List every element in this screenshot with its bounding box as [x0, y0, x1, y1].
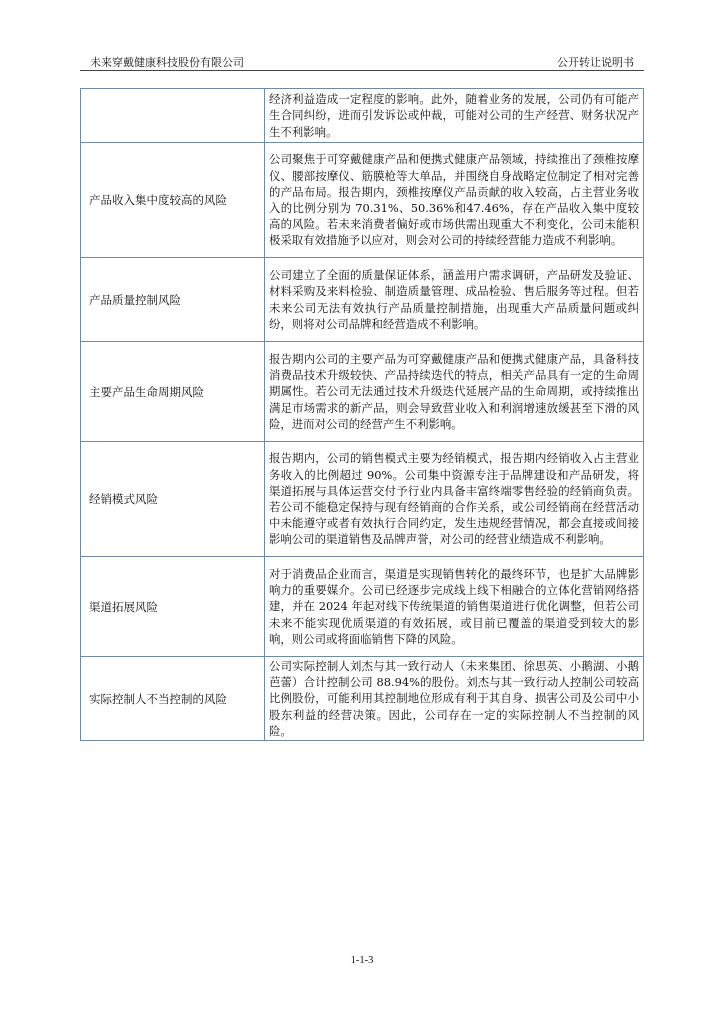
risk-description: 报告期内，公司的销售模式主要为经销模式，报告期内经销收入占主营业务收入的比例超过 90%。公司集中资源专注于品牌建设和产品研发，将渠道拓展与具体运营交付予行业内具备丰富终端零售经验的经销商负责。若公司不能稳定保持与现有经销商的合作关系，或公司经销商在经营活动中未能遵守或者有效执行合同约定，发生违规经营情况，都会直接或间接影响公司的渠道销售及品牌声誉，对公司的经营业绩造成不利影响。: [265, 442, 644, 557]
company-name: 未来穿戴健康科技股份有限公司: [90, 57, 244, 69]
risk-name: 产品质量控制风险: [81, 258, 265, 342]
page-number: 1-1-3: [350, 955, 374, 966]
risk-description: 报告期内公司的主要产品为可穿戴健康产品和便携式健康产品，具备科技消费品技术升级较快、产品持续迭代的特点，相关产品具有一定的生命周期属性。若公司无法通过技术升级迭代延展产品的生命周期，或持续推出满足市场需求的新产品，则会导致营业收入和利润增速放缓甚至下滑的风险，进而对公司的经营产生不利影响。: [265, 342, 644, 442]
table-row: [81, 143, 644, 258]
risk-description: 公司实际控制人刘杰与其一致行动人（未来集团、徐思英、小鹅湖、小鹅芭蕾）合计控制公司 88.94%的股份。刘杰与其一致行动人控制公司较高比例股份，可能利用其控制地位形成有利于其自身、损害公司及公司中小股东利益的经营决策。因此，公司存在一定的实际控制人不当控制的风险。: [265, 657, 644, 741]
table-row: [81, 342, 644, 442]
risk-name: 实际控制人不当控制的风险: [81, 657, 265, 741]
page-header: [80, 52, 644, 71]
table-row: [81, 557, 644, 657]
risk-table: [80, 88, 644, 741]
risk-name: 主要产品生命周期风险: [81, 342, 265, 442]
risk-name: [81, 89, 265, 143]
risk-description: 经济利益造成一定程度的影响。此外，随着业务的发展，公司仍有可能产生合同纠纷，进而引发诉讼或仲裁，可能对公司的生产经营、财务状况产生不利影响。: [265, 89, 644, 143]
table-row: [81, 442, 644, 557]
table-row: [81, 89, 644, 143]
table-row: [81, 258, 644, 342]
document-title: 公开转让说明书: [557, 57, 634, 69]
risk-name: 产品收入集中度较高的风险: [81, 143, 265, 258]
risk-description: 公司聚焦于可穿戴健康产品和便携式健康产品领域，持续推出了颈椎按摩仪、腰部按摩仪、筋膜枪等大单品，并围绕自身战略定位制定了相对完善的产品布局。报告期内，颈椎按摩仪产品贡献的收入较高，占主营业务收入的比例分别为 70.31%、50.36%和47.46%，存在产品收入集中度较高的风险。若未来消费者偏好或市场供需出现重大不利变化，公司未能积极采取有效措施予以应对，则会对公司的持续经营能力造成不利影响。: [265, 143, 644, 258]
table-row: [81, 657, 644, 741]
risk-description: 对于消费品企业而言，渠道是实现销售转化的最终环节，也是扩大品牌影响力的重要媒介。公司已经逐步完成线上线下相融合的立体化营销网络搭建，并在 2024 年起对线下传统渠道的销售渠道进行优化调整，但若公司未来不能实现优质渠道的有效拓展，或目前已覆盖的渠道受到较大的影响，则公司或将面临销售下降的风险。: [265, 557, 644, 657]
risk-name: 经销模式风险: [81, 442, 265, 557]
risk-description: 公司建立了全面的质量保证体系，涵盖用户需求调研，产品研发及验证、材料采购及来料检验、制造质量管理、成品检验、售后服务等过程。但若未来公司无法有效执行产品质量控制措施，出现重大产品质量问题或纠纷，则将对公司品牌和经营造成不利影响。: [265, 258, 644, 342]
risk-name: 渠道拓展风险: [81, 557, 265, 657]
